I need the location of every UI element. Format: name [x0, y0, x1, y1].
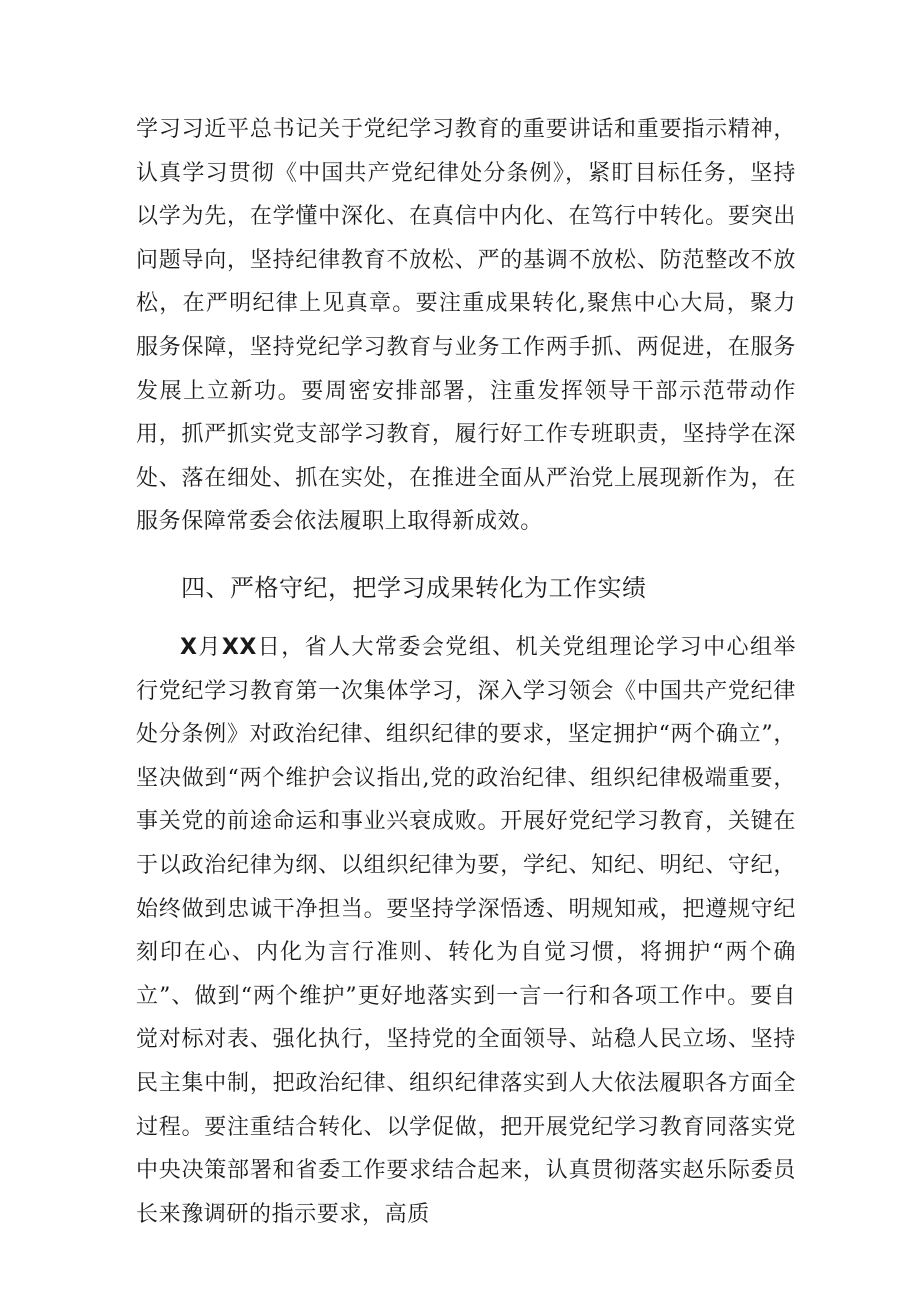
date-placeholder-xx: XX [221, 635, 257, 660]
date-month-char: 月 [197, 635, 222, 660]
date-placeholder-x: X [180, 635, 198, 660]
body-paragraph-2-text: 日，省人大常委会党组、机关党组理论学习中心组举行党纪学习教育第一次集体学习，深入学习领会《中国共产党纪律处分条例》对政治纪律、组织纪律的要求，坚定拥护“两个确立”，坚决做到“两个维护会议指出,党的政治纪律、组织纪律极端重要，事关党的前途命运和事业兴衰成败。开展好党纪学习教育，关键在于以政治纪律为纲、以组织纪律为要，学纪、知纪、明纪、守纪，始终做到忠诚干净担当。要坚持学深悟透、明规知戒，把遵规守纪刻印在心、内化为言行准则、转化为自觉习惯，将拥护“两个确立”、做到“两个维护”更好地落实到一言一行和各项工作中。要自觉对标对表、强化执行，坚持党的全面领导、站稳人民立场、坚持民主集中制，把政治纪律、组织纪律落实到人大依法履职各方面全过程。要注重结合转化、以学促做，把开展党纪学习教育同落实党中央决策部署和省委工作要求结合起来，认真贯彻落实赵乐际委员长来豫调研的指示要求，高质 [136, 635, 796, 1227]
body-paragraph-1: 学习习近平总书记关于党纪学习教育的重要讲话和重要指示精神，认真学习贯彻《中国共产党纪律处分条例》，紧盯目标任务，坚持以学为先，在学懂中深化、在真信中内化、在笃行中转化。要突出问题导向，坚持纪律教育不放松、严的基调不放松、防范整改不放松，在严明纪律上见真章。要注重成果转化,聚焦中心大局，聚力服务保障，坚持党纪学习教育与业务工作两手抓、两促进，在服务发展上立新功。要周密安排部署，注重发挥领导干部示范带动作用，抓严抓实党支部学习教育，履行好工作专班职责，坚持学在深处、落在细处、抓在实处，在推进全面从严治党上展现新作为，在服务保障常委会依法履职上取得新成效。 [136, 117, 796, 535]
section-heading: 四、严格守纪，把学习成果转化为工作实绩 [181, 574, 647, 602]
body-paragraph-2 [136, 626, 796, 1236]
